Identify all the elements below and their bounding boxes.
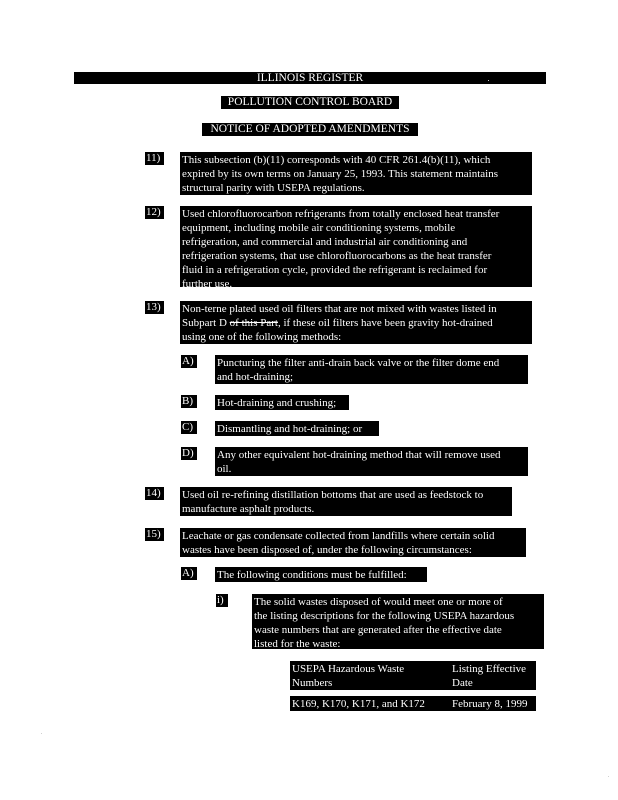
subitem-numeral: i) xyxy=(216,594,228,607)
table-col-header xyxy=(292,662,404,690)
text-line: equipment, including mobile air conditioning systems, mobile xyxy=(182,222,456,234)
subitem-letter: D) xyxy=(181,447,197,460)
subitem-letter: B) xyxy=(181,395,197,408)
item-text xyxy=(180,487,512,516)
text-line: Used oil re-refining distillation bottoms that are used as feedstock to xyxy=(182,489,484,501)
item-number: 13) xyxy=(145,301,164,314)
text-line: and hot-draining; xyxy=(217,371,294,383)
subitem-text xyxy=(252,594,544,649)
text-line: USEPA Hazardous Waste xyxy=(292,663,405,675)
item-number: 14) xyxy=(145,487,164,500)
text-line: Listing Effective xyxy=(452,663,527,675)
subitem-letter: A) xyxy=(181,355,197,368)
subitem-text xyxy=(215,567,427,582)
text-line: Dismantling and hot-draining; or xyxy=(217,423,363,435)
register-title-bar xyxy=(74,72,546,84)
board-name: POLLUTION CONTROL BOARD xyxy=(221,96,399,109)
text-line: Numbers xyxy=(292,677,333,689)
subitem-text xyxy=(215,395,349,410)
text-line: Puncturing the filter anti-drain back valve or the filter dome end xyxy=(217,357,500,369)
text-line: The following conditions must be fulfilled: xyxy=(217,569,407,581)
item-number: 15) xyxy=(145,528,164,541)
text-line: Leachate or gas condensate collected from landfills where certain solid xyxy=(182,530,495,542)
scan-speck xyxy=(41,733,42,734)
table-cell: K169, K170, K171, and K172 xyxy=(292,698,425,710)
text-segment: , if these oil filters have been gravity hot-drained xyxy=(277,317,493,329)
text-line: listed for the waste: xyxy=(254,638,341,649)
table-cell: February 8, 1999 xyxy=(452,698,528,710)
subitem-text xyxy=(215,421,379,436)
subitem-text xyxy=(215,355,528,384)
table-header xyxy=(290,661,536,690)
text-line xyxy=(182,316,529,330)
item-text xyxy=(180,152,532,195)
scan-speck xyxy=(608,776,609,777)
item-text xyxy=(180,528,526,557)
text-line: refrigeration, and commercial and industrial air conditioning and xyxy=(182,236,468,248)
text-line: Hot-draining and crushing; xyxy=(217,397,337,409)
subitem-letter: A) xyxy=(181,567,197,580)
stricken-text: of this Part xyxy=(229,317,278,329)
text-line: The solid wastes disposed of would meet one or more of xyxy=(254,596,503,608)
item-text xyxy=(180,206,532,287)
text-line: refrigeration systems, that use chlorofluorocarbons as the heat transfer xyxy=(182,250,492,262)
text-line: This subsection (b)(11) corresponds with 40 CFR 261.4(b)(11), which xyxy=(182,154,491,166)
text-segment: Subpart D xyxy=(182,317,230,329)
text-line: fluid in a refrigeration cycle, provided the refrigerant is reclaimed for xyxy=(182,264,488,276)
text-line: wastes have been disposed of, under the following circumstances: xyxy=(182,544,472,556)
register-title: ILLINOIS REGISTER xyxy=(256,72,364,84)
text-line: Date xyxy=(452,677,473,689)
subitem-letter: C) xyxy=(181,421,197,434)
item-number: 12) xyxy=(145,206,164,219)
text-line: using one of the following methods: xyxy=(182,331,342,343)
text-line: Non-terne plated used oil filters that are not mixed with wastes listed in xyxy=(182,303,497,315)
text-line: further use. xyxy=(182,278,233,287)
notice-title: NOTICE OF ADOPTED AMENDMENTS xyxy=(202,123,418,136)
item-number: 11) xyxy=(145,152,164,165)
text-line: waste numbers that are generated after the effective date xyxy=(254,624,502,636)
table-row xyxy=(290,696,536,711)
text-line: the listing descriptions for the following USEPA hazardous xyxy=(254,610,515,622)
subitem-text xyxy=(215,447,528,476)
text-line: structural parity with USEPA regulations. xyxy=(182,182,365,194)
text-line: Any other equivalent hot-draining method that will remove used xyxy=(217,449,501,461)
scan-speck xyxy=(488,80,489,81)
item-text xyxy=(180,301,532,344)
text-line: Used chlorofluorocarbon refrigerants from totally enclosed heat transfer xyxy=(182,208,500,220)
text-line: manufacture asphalt products. xyxy=(182,503,315,515)
table-col-header xyxy=(452,662,526,690)
text-line: oil. xyxy=(217,463,232,475)
text-line: expired by its own terms on January 25, 1993. This statement maintains xyxy=(182,168,498,180)
